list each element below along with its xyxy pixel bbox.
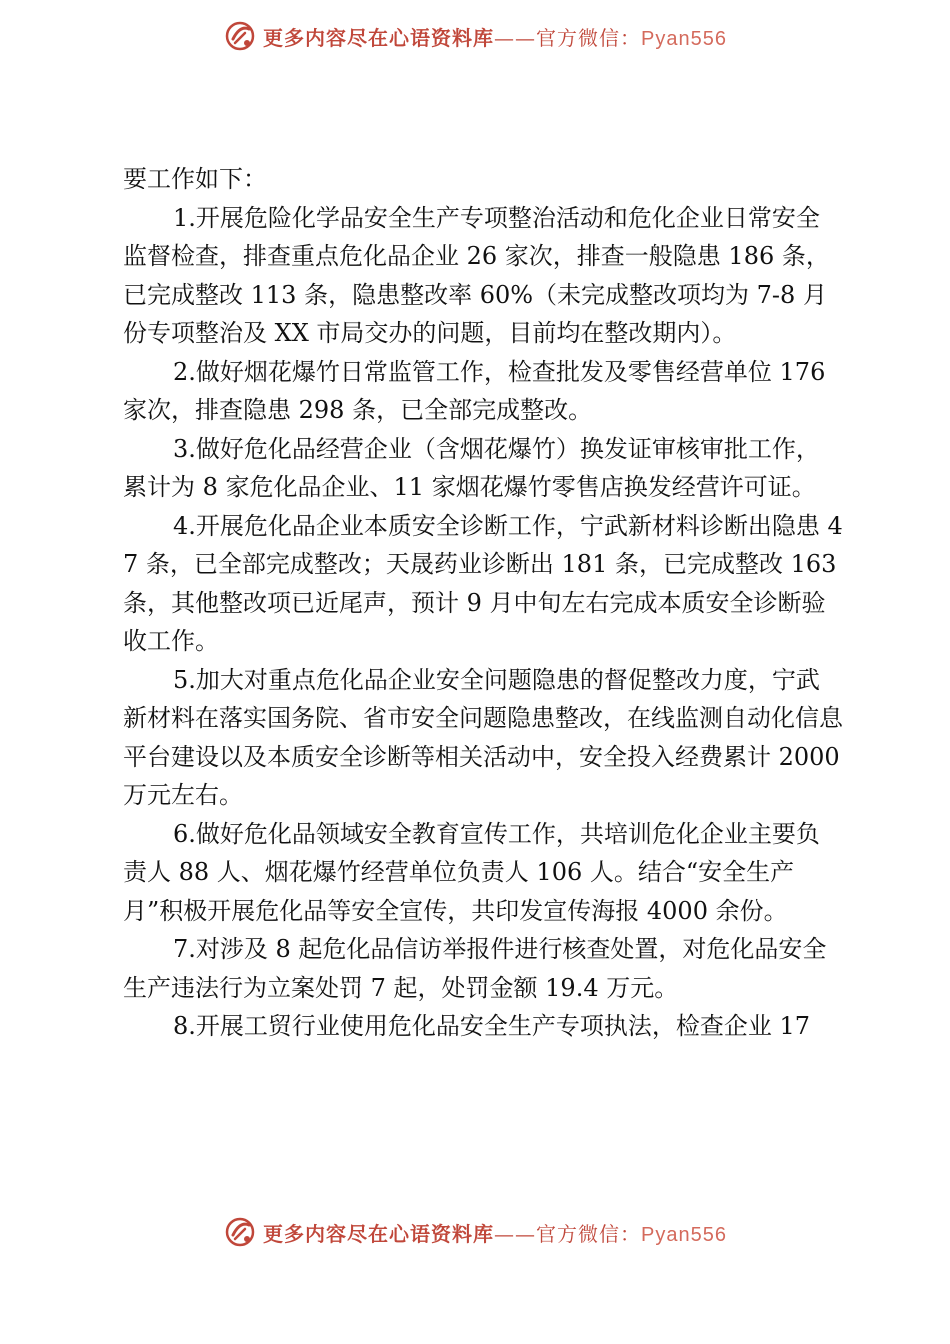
watermark-brand: 更多内容尽在心语资料库 [263, 1221, 495, 1246]
watermark-text [263, 22, 727, 51]
watermark-brand: 更多内容尽在心语资料库 [263, 25, 495, 50]
footer-watermark [0, 1212, 950, 1252]
paragraph-5: 5.加大对重点危化品企业安全问题隐患的督促整改力度，宁武新材料在落实国务院、省市安全问题隐患整改，在线监测自动化信息平台建设以及本质安全诊断等相关活动中，安全投入经费累计 2000 万元左右。 [123, 665, 843, 809]
paragraph-7: 7.对涉及 8 起危化品信访举报件进行核查处置，对危化品安全生产违法行为立案处罚 7 起，处罚金额 19.4 万元。 [123, 935, 827, 1002]
paragraph-6: 6.做好危化品领域安全教育宣传工作，共培训危化企业主要负责人 88 人、烟花爆竹经营单位负责人 106 人。结合“安全生产月”积极开展危化品等安全宣传，共印发宣传海报 4000 余份。 [123, 819, 820, 925]
paragraph-8: 8.开展工贸行业使用危化品安全生产专项执法，检查企业 17 [173, 1012, 811, 1040]
paragraph-4: 4.开展危化品企业本质安全诊断工作，宁武新材料诊断出隐患 47 条，已全部完成整改；天晟药业诊断出 181 条，已完成整改 163 条，其他整改项已近尾声，预计 9 月中旬左右完成本质安全诊断验收工作。 [123, 511, 843, 655]
watermark-dash: —— [494, 1221, 537, 1246]
watermark-dash: —— [494, 25, 537, 50]
watermark-label: 官方微信： [536, 25, 642, 50]
watermark-account: Pyan556 [641, 27, 727, 50]
header-watermark [0, 16, 950, 56]
watermark-account: Pyan556 [641, 1223, 727, 1246]
watermark-text [263, 1218, 727, 1247]
intro-line: 要工作如下： [123, 165, 267, 193]
document-body [123, 160, 843, 1046]
paragraph-2: 2.做好烟花爆竹日常监管工作，检查批发及零售经营单位 176 家次，排查隐患 298 条，已全部完成整改。 [123, 357, 826, 424]
paragraph-1: 1.开展危险化学品安全生产专项整治活动和危化企业日常安全监督检查，排查重点危化品企业 26 家次，排查一般隐患 186 条，已完成整改 113 条，隐患整改率 60%（未完成整改项均为 7-8 月份专项整治及 XX 市局交办的问题，目前均在整改期内）。 [123, 203, 830, 347]
paragraph-3: 3.做好危化品经营企业（含烟花爆竹）换发证审核审批工作，累计为 8 家危化品企业、11 家烟花爆竹零售店换发经营许可证。 [123, 434, 820, 501]
watermark-label: 官方微信： [536, 1221, 642, 1246]
brand-logo-icon [223, 19, 257, 53]
brand-logo-icon [223, 1215, 257, 1249]
